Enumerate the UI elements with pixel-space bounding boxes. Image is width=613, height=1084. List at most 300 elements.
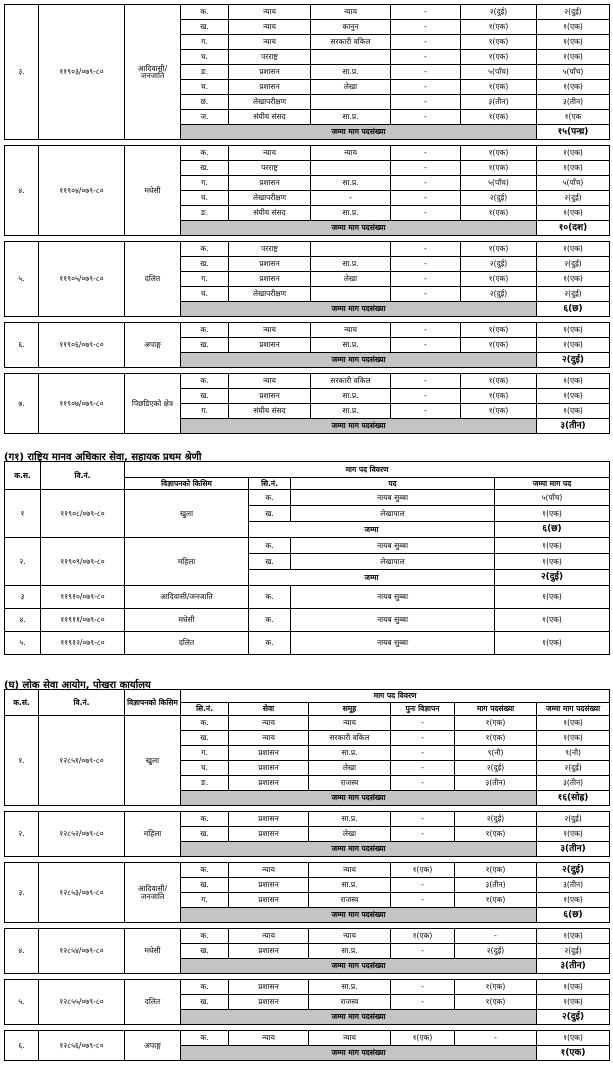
total-count: १(एक)	[537, 731, 610, 746]
total-count: १(एक)	[537, 389, 610, 404]
readvert: -	[391, 80, 461, 95]
table-row	[5, 538, 610, 554]
advert-category: मधेसी	[125, 146, 181, 236]
service: प्रशासन	[229, 272, 311, 287]
col-category: विज्ञापनको किसिम	[125, 690, 181, 716]
total-count: २(दुई)	[537, 944, 610, 959]
group	[311, 242, 391, 257]
advert-number: १२८५३/०७९-८०	[39, 863, 125, 923]
row-index: ग.	[181, 176, 229, 191]
service: प्रशासन	[229, 176, 311, 191]
readvert: -	[391, 161, 461, 176]
demand-count: २(दुई)	[455, 944, 537, 959]
total-count: २(दुई)	[537, 812, 610, 827]
serial-number: ४.	[5, 929, 39, 974]
serial-number: २.	[5, 538, 41, 586]
row-index: ग.	[181, 893, 229, 908]
readvert: -	[391, 761, 455, 776]
group: सा.प्र.	[311, 206, 391, 221]
row-index: क.	[249, 538, 291, 554]
total-count: ५(पाँच)	[537, 176, 610, 191]
service: प्रशासन	[229, 389, 311, 404]
col-total: जम्मा माग पद	[495, 478, 610, 490]
header-row	[5, 462, 610, 478]
group: न्याय	[309, 863, 391, 878]
group: न्याय	[311, 146, 391, 161]
readvert: -	[391, 338, 461, 353]
demand-count: १(एक)	[461, 272, 537, 287]
service: न्याय	[229, 716, 309, 731]
advert-category: आदिवासी/जनजाति	[125, 586, 249, 609]
demand-count: २(दुई)	[461, 5, 537, 20]
total-value: १६(सोह्र)	[537, 791, 610, 806]
service: न्याय	[229, 323, 311, 338]
post: लेखापाल	[291, 506, 495, 522]
service: परराष्ट्र	[229, 161, 311, 176]
readvert: -	[391, 944, 455, 959]
total-label: जम्मा	[249, 522, 495, 538]
service: प्रशासन	[229, 878, 309, 893]
readvert: -	[391, 272, 461, 287]
total-count: १(एक)	[537, 929, 610, 944]
row-index: ख.	[181, 161, 229, 176]
total-count: १(एक)	[537, 206, 610, 221]
row-index: ग.	[181, 272, 229, 287]
demand-count: १(एक)	[461, 374, 537, 389]
readvert: -	[391, 35, 461, 50]
readvert: -	[391, 146, 461, 161]
col-sub: सि.नं.	[249, 478, 291, 490]
total-count: ५(पाँच)	[495, 490, 610, 506]
service: प्रशासन	[229, 893, 309, 908]
row-index: क.	[181, 323, 229, 338]
table-row	[5, 242, 610, 257]
service: न्याय	[229, 731, 309, 746]
total-count: १(एक)	[537, 20, 610, 35]
post: लेखापाल	[291, 554, 495, 570]
table-row	[5, 374, 610, 389]
readvert: -	[391, 827, 455, 842]
advert-number: ११९०६/०७९-८०	[39, 323, 125, 368]
total-value: ३(तीन)	[537, 419, 610, 434]
post: नायब सुब्बा	[291, 490, 495, 506]
advert-category: पिछडिएको क्षेत्र	[125, 374, 181, 434]
readvert: -	[391, 176, 461, 191]
advert-category: आदिवासी/जनजाति	[125, 863, 181, 923]
group: लेखा	[311, 272, 391, 287]
total-count: १(एक	[537, 110, 610, 125]
group	[311, 95, 391, 110]
service: न्याय	[229, 146, 311, 161]
row-index: क.	[181, 242, 229, 257]
demand-count: १(एक)	[461, 338, 537, 353]
total-count: १(एक)	[537, 374, 610, 389]
group: कानुन	[311, 20, 391, 35]
readvert: -	[391, 893, 455, 908]
row-index: च.	[181, 80, 229, 95]
advert-number: १२८५४/०७९-८०	[39, 929, 125, 974]
post: नायब सुब्बा	[291, 538, 495, 554]
total-count: २(दुई)	[537, 761, 610, 776]
row-index: क.	[181, 863, 229, 878]
serial-number: ५.	[5, 242, 39, 317]
total-value: ६(छ)	[537, 908, 610, 923]
post: नायब सुब्बा	[291, 609, 495, 632]
demand-count: ९(नौ)	[455, 746, 537, 761]
advert-number: ११९११/०७९-८०	[41, 609, 125, 632]
row-index: क.	[249, 586, 291, 609]
group: सा.प्र.	[311, 257, 391, 272]
advert-number: ११९०७/०७९-८०	[39, 374, 125, 434]
service: संघीय संसद	[229, 110, 311, 125]
service: प्रशासन	[229, 812, 309, 827]
total-count: १(एक)	[537, 323, 610, 338]
total-count: १(एक)	[537, 272, 610, 287]
post: नायब सुब्बा	[291, 632, 495, 655]
table-row	[5, 632, 610, 655]
readvert: -	[391, 242, 461, 257]
total-label: जम्मा माग पदसंख्या	[181, 1046, 537, 1061]
row-index: ज.	[181, 110, 229, 125]
demand-count: ५(पाँच)	[461, 176, 537, 191]
serial-number: १.	[5, 716, 39, 806]
table-row	[5, 609, 610, 632]
total-count: २(दुई)	[537, 287, 610, 302]
total-count: १(एक)	[537, 995, 610, 1010]
total-value: २(दुई)	[537, 1010, 610, 1025]
service: प्रशासन	[229, 827, 309, 842]
demand-count: १(एक)	[455, 827, 537, 842]
serial-number: ७.	[5, 374, 39, 434]
row-index: क.	[249, 632, 291, 655]
total-value: १०(दश)	[537, 221, 610, 236]
advert-category: दलित	[125, 632, 249, 655]
total-label: जम्मा माग पदसंख्या	[181, 959, 537, 974]
service: संघीय संसद	[229, 404, 311, 419]
group: लेखा	[309, 761, 391, 776]
service: प्रशासन	[229, 257, 311, 272]
row-index: क.	[181, 146, 229, 161]
service: लेखापरीक्षण	[229, 287, 311, 302]
readvert: -	[391, 980, 455, 995]
demand-count: १(एक)	[461, 20, 537, 35]
total-count: १(एक)	[537, 146, 610, 161]
row-index: ङ.	[181, 776, 229, 791]
group: सरकारी वकिल	[311, 374, 391, 389]
group: सा.प्र.	[309, 878, 391, 893]
total-label: जम्मा माग पदसंख्या	[181, 302, 537, 317]
col-readvert: पुनः विज्ञापन	[391, 703, 455, 716]
row-index: घ.	[181, 191, 229, 206]
row-index: क.	[181, 1031, 229, 1046]
group: न्याय	[311, 323, 391, 338]
serial-number: ६.	[5, 323, 39, 368]
total-count: १(एक)	[537, 1031, 610, 1046]
total-label: जम्मा माग पदसंख्या	[181, 419, 537, 434]
demand-count: २(दुई)	[455, 812, 537, 827]
group: सा.प्र.	[311, 110, 391, 125]
total-label: जम्मा माग पदसंख्या	[181, 221, 537, 236]
advert-category: दलित	[125, 980, 181, 1025]
total-value: २(दुई)	[537, 353, 610, 368]
readvert: -	[391, 995, 455, 1010]
row-index: ग.	[181, 404, 229, 419]
readvert: १(एक)	[391, 1031, 455, 1046]
total-count: ३(तीन)	[537, 776, 610, 791]
service: लेखापरीक्षण	[229, 95, 311, 110]
row-index: क.	[181, 716, 229, 731]
demand-count: १(एक)	[455, 980, 537, 995]
total-count: १(एक)	[537, 242, 610, 257]
table-row	[5, 323, 610, 338]
group: राजस्व	[309, 995, 391, 1010]
demand-count: १(एक)	[461, 206, 537, 221]
serial-number: ५.	[5, 980, 39, 1025]
total-label: जम्मा माग पदसंख्या	[181, 353, 537, 368]
total-count: १(एक)	[495, 538, 610, 554]
group: सरकारी वकिल	[311, 35, 391, 50]
col-detail: माग पद विवरण	[181, 690, 610, 703]
row-index: ख.	[181, 995, 229, 1010]
total-value: ६(छ)	[537, 302, 610, 317]
group: -	[311, 191, 391, 206]
group: सा.प्र.	[309, 980, 391, 995]
serial-number: २.	[5, 812, 39, 857]
section3-table	[4, 689, 610, 1061]
advert-category: खुला	[125, 490, 249, 538]
total-count: ३(तीन)	[537, 878, 610, 893]
row-index: ग.	[181, 35, 229, 50]
header-row	[5, 690, 610, 703]
serial-number: १	[5, 490, 41, 538]
advert-number: ११९०४/०७९-८०	[39, 146, 125, 236]
col-serial: क.स.	[5, 462, 41, 490]
advert-number: ११९०३/०७९-८०	[39, 5, 125, 140]
table-row	[5, 490, 610, 506]
serial-number: ३.	[5, 863, 39, 923]
table-row	[5, 1031, 610, 1046]
total-count: १(एक)	[537, 827, 610, 842]
group: सा.प्र.	[311, 404, 391, 419]
row-index: क.	[181, 374, 229, 389]
table-row	[5, 812, 610, 827]
total-count: ३(तीन)	[537, 95, 610, 110]
total-count: १(एक)	[495, 632, 610, 655]
serial-number: ४.	[5, 146, 39, 236]
total-count: ९(नौ)	[537, 746, 610, 761]
advert-category: मधेसी	[125, 609, 249, 632]
row-index: ख.	[181, 878, 229, 893]
readvert: १(एक)	[391, 929, 455, 944]
total-label: जम्मा माग पदसंख्या	[181, 842, 537, 857]
total-count: २(दुई)	[537, 257, 610, 272]
group: सा.प्र.	[309, 812, 391, 827]
service: न्याय	[229, 863, 309, 878]
total-value: ३(तीन)	[537, 959, 610, 974]
row-index: ख.	[181, 20, 229, 35]
col-group: समूह	[309, 703, 391, 716]
section2-title: (ग१) राष्ट्रिय मानव अधिकार सेवा, सहायक प्रथम श्रेणी	[4, 452, 202, 463]
readvert: -	[391, 389, 461, 404]
row-index: ग.	[181, 746, 229, 761]
row-index: क.	[181, 980, 229, 995]
total-count: १(एक)	[537, 893, 610, 908]
group: सा.प्र.	[311, 176, 391, 191]
row-index: ख.	[181, 389, 229, 404]
col-category: विज्ञापनको किसिम	[125, 478, 249, 490]
total-count: २(दुई)	[537, 5, 610, 20]
serial-number: ३.	[5, 5, 39, 140]
group: लेखा	[311, 80, 391, 95]
advert-category: आदिवासी/जनजाति	[125, 5, 181, 140]
service: न्याय	[229, 20, 311, 35]
service: प्रशासन	[229, 944, 309, 959]
group: राजस्व	[309, 776, 391, 791]
readvert: -	[391, 374, 461, 389]
serial-number: ४.	[5, 609, 41, 632]
readvert: -	[391, 191, 461, 206]
total-count: १(एक)	[537, 404, 610, 419]
demand-count: १(एक)	[461, 404, 537, 419]
row-index: ख.	[249, 554, 291, 570]
row-index: ख.	[181, 731, 229, 746]
total-count: १(एक)	[537, 716, 610, 731]
demand-count: १(एक)	[461, 242, 537, 257]
readvert: -	[391, 257, 461, 272]
section2-table	[4, 461, 610, 655]
readvert: -	[391, 5, 461, 20]
group	[311, 50, 391, 65]
group: सा.प्र.	[311, 389, 391, 404]
demand-count: १(एक)	[461, 389, 537, 404]
service: प्रशासन	[229, 995, 309, 1010]
service: न्याय	[229, 929, 309, 944]
readvert: -	[391, 731, 455, 746]
row-index: छ.	[181, 95, 229, 110]
total-count: १(एक)	[537, 980, 610, 995]
total-label: जम्मा माग पदसंख्या	[181, 908, 537, 923]
demand-count: १(एक)	[461, 80, 537, 95]
advert-category: अपाङ्ग	[125, 323, 181, 368]
row-index: क.	[249, 609, 291, 632]
readvert: -	[391, 812, 455, 827]
row-index: ङ.	[181, 206, 229, 221]
demand-count: १(एक)	[461, 323, 537, 338]
readvert: -	[391, 878, 455, 893]
row-index: क.	[181, 812, 229, 827]
advert-number: ११९१०/०७९-८०	[41, 586, 125, 609]
demand-count: १(एक)	[461, 146, 537, 161]
total-value: १५(पन्ध्र)	[537, 125, 610, 140]
table-row	[5, 716, 610, 731]
demand-count: १(एक)	[461, 35, 537, 50]
total-label: जम्मा	[249, 570, 495, 586]
total-label: जम्मा माग पदसंख्या	[181, 791, 537, 806]
group: सा.प्र.	[311, 338, 391, 353]
row-index: ख.	[181, 827, 229, 842]
readvert: -	[391, 323, 461, 338]
total-value: ६(छ)	[495, 522, 610, 538]
serial-number: ५.	[5, 632, 41, 655]
group: सा.प्र.	[311, 65, 391, 80]
service: न्याय	[229, 1031, 309, 1046]
demand-count: १(एक)	[461, 161, 537, 176]
row-index: क.	[249, 490, 291, 506]
total-count: १(एक)	[537, 161, 610, 176]
table-row	[5, 5, 610, 20]
table-row	[5, 929, 610, 944]
demand-count: ३(तीन)	[455, 776, 537, 791]
advert-number: ११९०९/०७९-८०	[41, 538, 125, 586]
demand-count: १(एक)	[461, 110, 537, 125]
group: सा.प्र.	[309, 746, 391, 761]
row-index: ख.	[249, 506, 291, 522]
group: राजस्व	[309, 893, 391, 908]
readvert: -	[391, 404, 461, 419]
demand-count: १(एक)	[455, 716, 537, 731]
col-serial: क.सं.	[5, 690, 39, 716]
demand-count: १(एक)	[455, 893, 537, 908]
service: न्याय	[229, 35, 311, 50]
table-row	[5, 586, 610, 609]
service: प्रशासन	[229, 65, 311, 80]
service: प्रशासन	[229, 80, 311, 95]
readvert: -	[391, 65, 461, 80]
row-index: ख.	[181, 257, 229, 272]
col-post: पद	[291, 478, 495, 490]
total-value: २(दुई)	[495, 570, 610, 586]
group: लेखा	[309, 827, 391, 842]
row-index: घ.	[181, 50, 229, 65]
demand-count: १(एक)	[455, 995, 537, 1010]
advert-number: १२८५६/०७९-८०	[39, 1031, 125, 1061]
advert-number: ११९०५/०७९-८०	[39, 242, 125, 317]
total-value: ३(तीन)	[537, 842, 610, 857]
readvert: -	[391, 20, 461, 35]
service: न्याय	[229, 5, 311, 20]
service: प्रशासन	[229, 746, 309, 761]
row-index: ङ.	[181, 65, 229, 80]
service: परराष्ट्र	[229, 242, 311, 257]
advert-category: दलित	[125, 242, 181, 317]
row-index: ख.	[181, 338, 229, 353]
demand-count: २(दुई)	[461, 287, 537, 302]
group	[311, 161, 391, 176]
col-detail: माग पद विवरण	[125, 462, 610, 478]
row-index: क.	[181, 929, 229, 944]
col-total: जम्मा माग पदसंख्या	[537, 703, 610, 716]
demand-count: ३(तीन)	[461, 95, 537, 110]
group: न्याय	[311, 5, 391, 20]
service: प्रशासन	[229, 776, 309, 791]
total-count: २(दुई)	[537, 191, 610, 206]
total-count: १(एक)	[537, 35, 610, 50]
group	[311, 287, 391, 302]
serial-number: ६.	[5, 1031, 39, 1061]
demand-count: १(एक)	[455, 731, 537, 746]
service: परराष्ट्र	[229, 50, 311, 65]
section3-title: (घ) लोक सेवा आयोग, पोखरा कार्यालय	[4, 680, 151, 691]
total-count: १(एक)	[537, 338, 610, 353]
advert-number: १२८५१/०७९-८०	[39, 716, 125, 806]
demand-count: २(दुई)	[461, 191, 537, 206]
readvert: -	[391, 287, 461, 302]
service: संघीय संसद	[229, 206, 311, 221]
advert-category: खुला	[125, 716, 181, 806]
table-row	[5, 146, 610, 161]
readvert: -	[391, 716, 455, 731]
readvert: -	[391, 746, 455, 761]
